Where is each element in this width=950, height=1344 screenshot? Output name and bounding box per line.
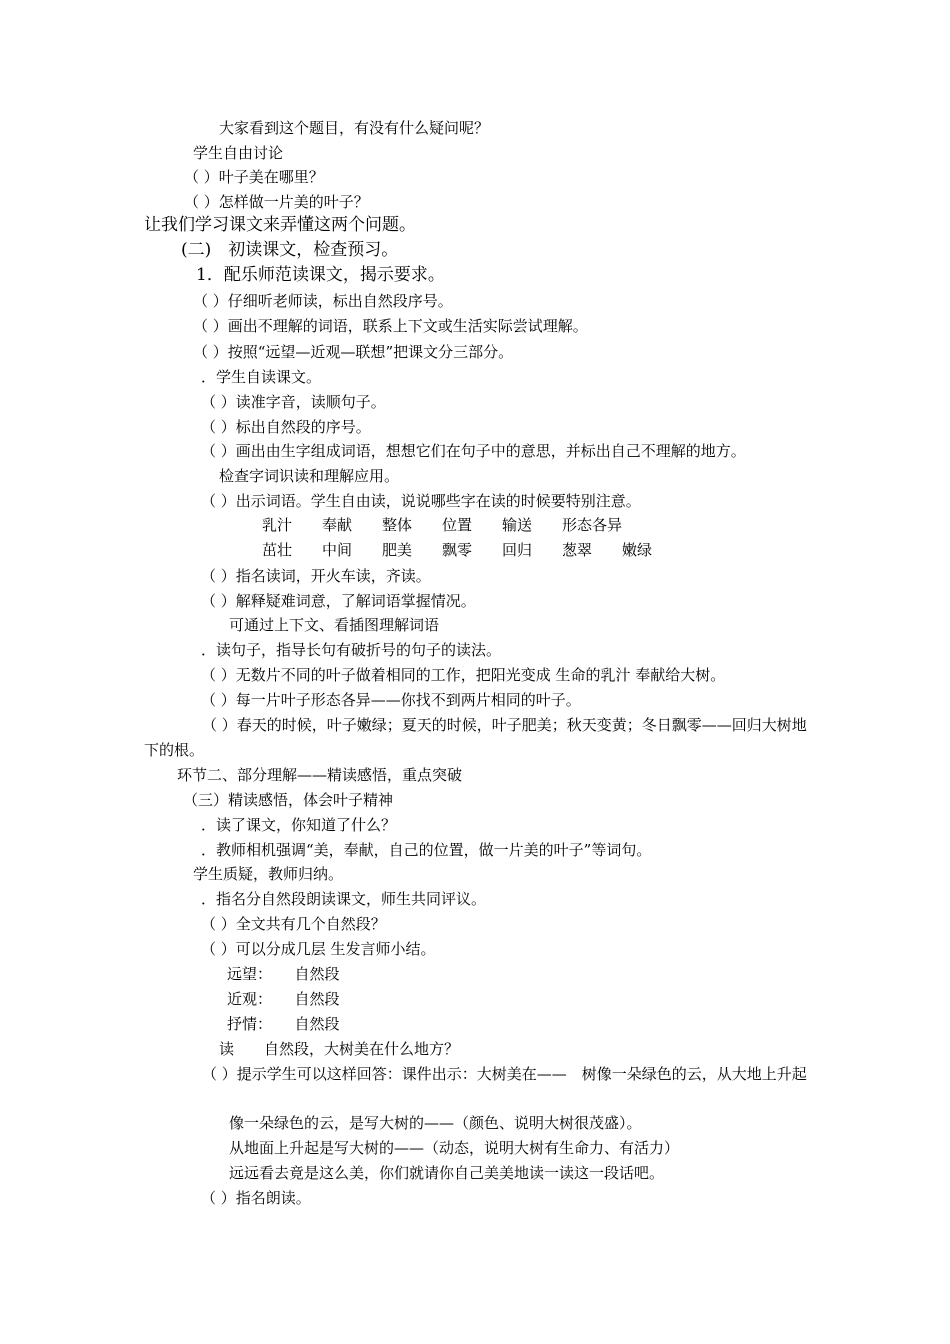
text-line: （ ）指名朗读。 <box>201 1189 311 1207</box>
text-line: 可通过上下文、看插图理解词语 <box>229 616 440 634</box>
text-line: （ ）叶子美在哪里？ <box>184 168 324 186</box>
section-heading: (二) 初读课文，检查预习。 <box>181 240 399 260</box>
section-heading: （三）精读感悟，体会叶子精神 <box>183 791 394 809</box>
text-line: 学生自由讨论 <box>193 144 284 162</box>
text-line: （ ）每一片叶子形态各异——你找不到两片相同的叶子。 <box>201 691 581 709</box>
text-line: 读 自然段，大树美在什么地方？ <box>219 1040 460 1058</box>
text-paragraph: （ ）提示学生可以这样回答：课件出示：大树美在—— 树像一朵绿色的云，从大地上升起 <box>202 1065 807 1083</box>
text-line: ．读句子，指导长句有破折号的句子的读法。 <box>201 641 502 659</box>
text-line: 1．配乐师范读课文，揭示要求。 <box>196 265 445 285</box>
text-line: ．读了课文，你知道了什么？ <box>201 816 397 834</box>
text-line: 抒情： 自然段 <box>227 1015 340 1033</box>
text-line: 检查字词识读和理解应用。 <box>219 467 400 485</box>
word-list: 乳汁 奉献 整体 位置 输送 形态各异 <box>262 516 623 534</box>
text-line: 像一朵绿色的云，是写大树的——（颜色、说明大树很茂盛）。 <box>229 1114 642 1132</box>
text-line: （ ）全文共有几个自然段？ <box>201 915 386 933</box>
text-line: ．教师相机强调“美，奉献，自己的位置，做一片美的叶子”等词句。 <box>201 841 652 859</box>
text-line: （ ）标出自然段的序号。 <box>201 418 371 436</box>
text-line: 从地面上升起是写大树的——（动态，说明大树有生命力、有活力） <box>229 1139 680 1157</box>
text-line: 远远看去竟是这么美，你们就请你自己美美地读一读这一段话吧。 <box>229 1164 665 1182</box>
text-line: ．学生自读课文。 <box>201 368 322 386</box>
text-line: 大家看到这个题目，有没有什么疑问呢？ <box>219 119 490 137</box>
text-line: （ ）画出不理解的词语，联系上下文或生活实际尝试理解。 <box>193 317 588 335</box>
text-line: 近观： 自然段 <box>227 990 340 1008</box>
word-list: 茁壮 中间 肥美 飘零 回归 葱翠 嫩绿 <box>262 541 653 559</box>
text-line: （ ）出示词语。学生自由读，说说哪些字在读的时候要特别注意。 <box>201 492 641 510</box>
text-line: （ ）无数片不同的叶子做着相同的工作，把阳光变成 生命的乳汁 奉献给大树。 <box>201 666 726 684</box>
text-line: （ ）可以分成几层 生发言师小结。 <box>201 940 436 958</box>
text-line: 远望： 自然段 <box>227 965 340 983</box>
text-paragraph: （ ）春天的时候，叶子嫩绿；夏天的时候，叶子肥美；秋天变黄；冬日飘零——回归大树地下的根。 <box>144 716 807 759</box>
text-line: （ ）按照“远望—近观—联想”把课文分三部分。 <box>193 343 514 361</box>
text-line: 让我们学习课文来弄懂这两个问题。 <box>144 215 416 235</box>
text-line: （ ）怎样做一片美的叶子？ <box>184 193 369 211</box>
text-line: （ ）仔细听老师读，标出自然段序号。 <box>193 292 453 310</box>
text-line: ．指名分自然段朗读课文，师生共同评议。 <box>201 890 487 908</box>
text-line: （ ）读准字音，读顺句子。 <box>201 393 386 411</box>
text-line: （ ）画出由生字组成词语，想想它们在句子中的意思，并标出自己不理解的地方。 <box>201 442 746 460</box>
text-line: 学生质疑，教师归纳。 <box>193 865 344 883</box>
text-line: （ ）指名读词，开火车读，齐读。 <box>201 567 431 585</box>
text-line: （ ）解释疑难词意，了解词语掌握情况。 <box>201 592 476 610</box>
section-heading: 环节二、部分理解——精读感悟，重点突破 <box>177 766 463 784</box>
